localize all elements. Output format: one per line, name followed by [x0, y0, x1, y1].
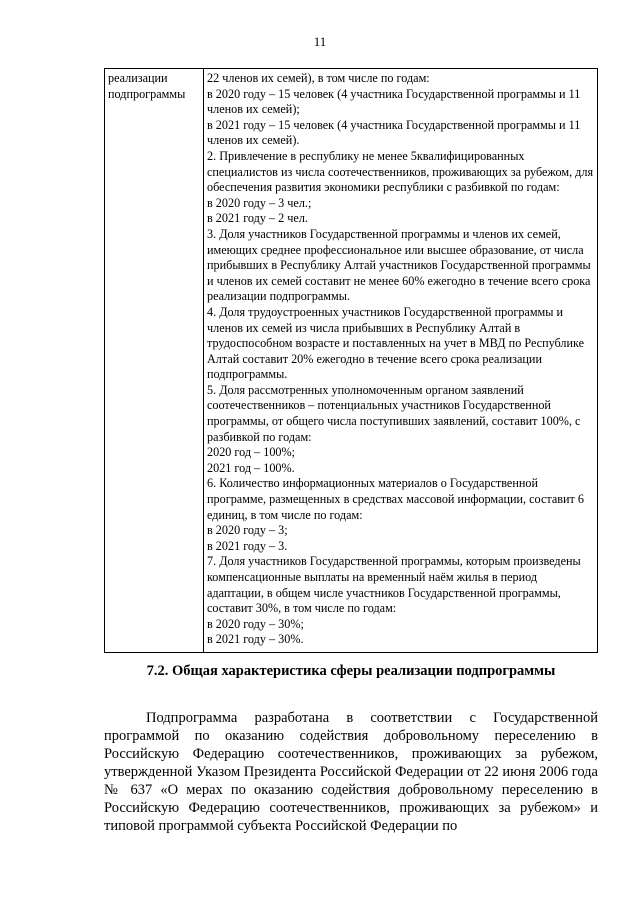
content-line: в 2021 году – 30%.: [207, 632, 304, 647]
content-line: 5. Доля рассмотренных уполномоченным органом заявлений соотечественников – потенциальных участников Государственной программы, от общего числа поступивших заявлений, составит 100%, с разбивкой по годам:: [207, 382, 581, 444]
table-row: [105, 69, 598, 653]
content-line: 2. Привлечение в республику не менее 5квалифицированных специалистов из числа соотечественников, проживающих за рубежом, для обеспечения развития экономики республики с разбивкой по годам:: [207, 148, 594, 195]
content-line: в 2021 году – 2 чел.: [207, 211, 308, 226]
content-line: в 2021 году – 3.: [207, 538, 288, 553]
content-line: 6. Количество информационных материалов о Государственной программе, размещенных в средствах массовой информации, составит 6 единиц, в том числе по годам:: [207, 476, 584, 522]
subprogram-results-table: [104, 68, 598, 653]
content-line: 22 членов их семей), в том числе по годам:: [207, 71, 430, 85]
content-line: в 2020 году – 3;: [207, 523, 288, 538]
content-cell: [204, 69, 598, 653]
content-line: 2020 год – 100%;: [207, 445, 296, 460]
label-cell: [105, 69, 204, 653]
label-line: реализации: [108, 71, 168, 85]
content-line: в 2020 году – 3 чел.;: [207, 195, 312, 210]
label-line: подпрограммы: [108, 86, 186, 101]
body-paragraph: Подпрограмма разработана в соответствии с Государственной программой по оказанию содействия добровольному переселению в Российскую Федерацию соотечественников, проживающих за рубежом, утвержденной Указом Президента Российской Федерации от 22 июня 2006 года № 637 «О мерах по оказанию содействия добровольному переселению в Российскую Федерацию соотечественников, проживающих за рубежом» и типовой программой субъекта Российской Федерации по: [104, 710, 598, 834]
content-line: 4. Доля трудоустроенных участников Государственной программы и членов их семей из числа прибывших в Республику Алтай в трудоспособном возрасте и поставленных на учет в МВД по Республике Алтай составит 20% ежегодно в течение всего срока реализации подпрограммы.: [207, 304, 585, 382]
content-line: 3. Доля участников Государственной программы и членов их семей, имеющих среднее профессиональное или высшее образование, от числа прибывших в Республику Алтай участников Государственной программы и членов их семей составит не менее 60% ежегодно в течение всего срока реализации подпрограммы.: [207, 226, 591, 304]
content-line: 2021 год – 100%.: [207, 460, 295, 475]
page-number: 11: [313, 34, 327, 49]
content-line: в 2020 году – 15 человек (4 участника Государственной программы и 11 членов их семей);: [207, 86, 581, 117]
section-heading: 7.2. Общая характеристика сферы реализации подпрограммы: [146, 663, 556, 679]
content-line: в 2020 году – 30%;: [207, 616, 304, 631]
content-line: в 2021 году – 15 человек (4 участника Государственной программы и 11 членов их семей).: [207, 117, 581, 148]
content-line: 7. Доля участников Государственной программы, которым произведены компенсационные выплаты на временный наём жилья в период адаптации, в общем числе участников Государственной программы, составит 30%, в том числе по годам:: [207, 554, 581, 616]
